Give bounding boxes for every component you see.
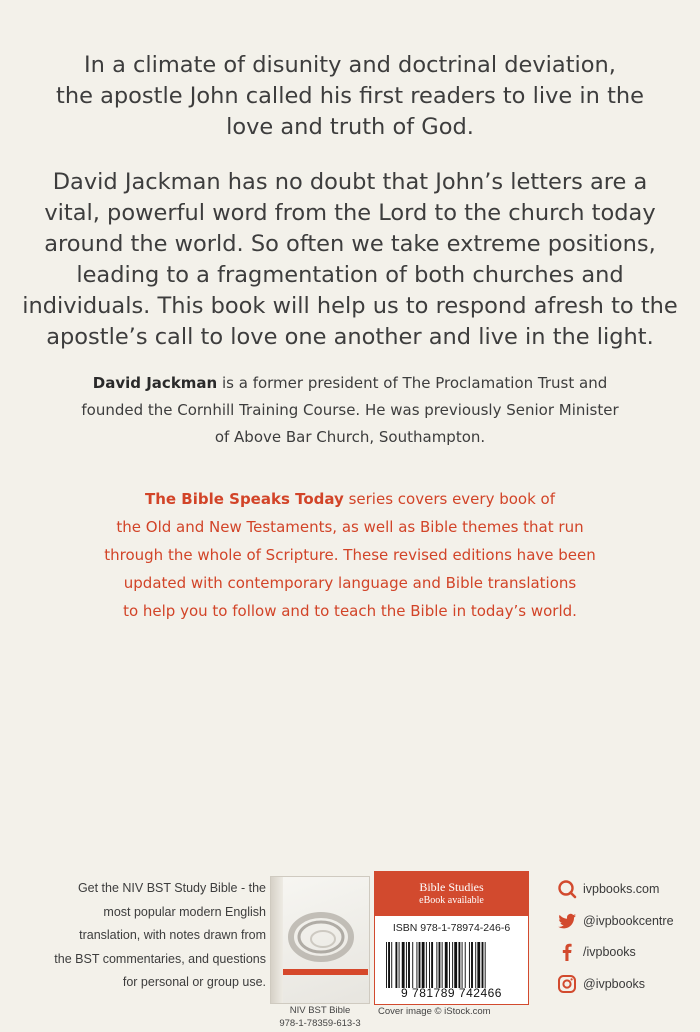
facebook-label: /ivpbooks	[583, 945, 636, 959]
barcode-box	[374, 871, 529, 1005]
promo-line: most popular modern English	[103, 904, 266, 919]
instagram-link[interactable]	[557, 972, 697, 996]
author-name: David Jackman	[92, 374, 218, 392]
intro-line: around the world. So often we take extreme positions,	[44, 231, 656, 257]
intro-paragraphs	[0, 50, 700, 353]
promo-line: the BST commentaries, and questions	[54, 951, 266, 966]
bio-text: is a former president of The Proclamation Trust and	[217, 374, 608, 392]
bible-caption-isbn: 978-1-78359-613-3	[279, 1018, 361, 1029]
intro-line: vital, powerful word from the Lord to the church today	[44, 200, 656, 226]
bible-caption-title: NIV BST Bible	[289, 1005, 351, 1016]
ebook-label: eBook available	[419, 895, 484, 906]
twitter-icon	[557, 911, 577, 931]
author-bio	[0, 370, 700, 451]
series-name: The Bible Speaks Today	[144, 490, 344, 508]
twitter-label: @ivpbookcentre	[583, 913, 674, 928]
series-line: updated with contemporary language and Bible translations	[123, 574, 577, 592]
series-line: to help you to follow and to teach the Bible in today’s world.	[123, 602, 577, 620]
swirl-graphic	[281, 909, 361, 965]
twitter-link[interactable]	[557, 909, 697, 933]
intro-line: the apostle John called his first readers to live in the	[56, 83, 644, 109]
intro-line: apostle’s call to love one another and live in the light.	[46, 324, 654, 350]
paragraph-gap	[0, 143, 700, 167]
category-label: Bible Studies	[419, 880, 484, 894]
bio-line: of Above Bar Church, Southampton.	[214, 428, 486, 446]
instagram-label: @ivpbooks	[583, 976, 646, 991]
search-icon	[557, 879, 577, 899]
study-bible-promo	[18, 877, 266, 995]
intro-line: leading to a fragmentation of both churches and	[76, 262, 624, 288]
barcode-digits: 9 781789 742466	[401, 986, 502, 1000]
social-links	[557, 877, 697, 1003]
website-link[interactable]	[557, 877, 697, 901]
series-line: the Old and New Testaments, as well as Bible themes that run	[116, 518, 584, 536]
promo-line: Get the NIV BST Study Bible - the	[77, 881, 266, 895]
bio-line	[0, 370, 700, 397]
barcode-bars	[384, 942, 519, 988]
promo-line: for personal or group use.	[122, 975, 266, 989]
intro-line: individuals. This book will help us to respond afresh to the	[22, 293, 678, 319]
intro-line: In a climate of disunity and doctrinal deviation,	[84, 52, 616, 78]
bible-caption	[262, 1004, 378, 1030]
cover-image-credit: Cover image © iStock.com	[378, 1006, 491, 1017]
promo-line: translation, with notes drawn from	[79, 928, 266, 942]
intro-line: David Jackman has no doubt that John’s letters are a	[52, 169, 648, 195]
barcode-header	[375, 872, 528, 916]
instagram-icon	[557, 974, 577, 994]
facebook-icon	[557, 942, 577, 962]
bible-red-band	[283, 969, 368, 975]
website-label: ivpbooks.com	[583, 882, 660, 896]
intro-line: love and truth of God.	[226, 114, 474, 140]
facebook-link[interactable]	[557, 940, 697, 964]
series-text: series covers every book of	[343, 490, 555, 508]
isbn-label: ISBN 978-1-78974-246-6	[392, 922, 511, 934]
series-description	[0, 485, 700, 625]
study-bible-cover-image	[270, 876, 370, 1004]
series-line	[0, 485, 700, 513]
series-line: through the whole of Scripture. These revised editions have been	[104, 546, 596, 564]
bio-line: founded the Cornhill Training Course. He was previously Senior Minister	[81, 401, 619, 419]
